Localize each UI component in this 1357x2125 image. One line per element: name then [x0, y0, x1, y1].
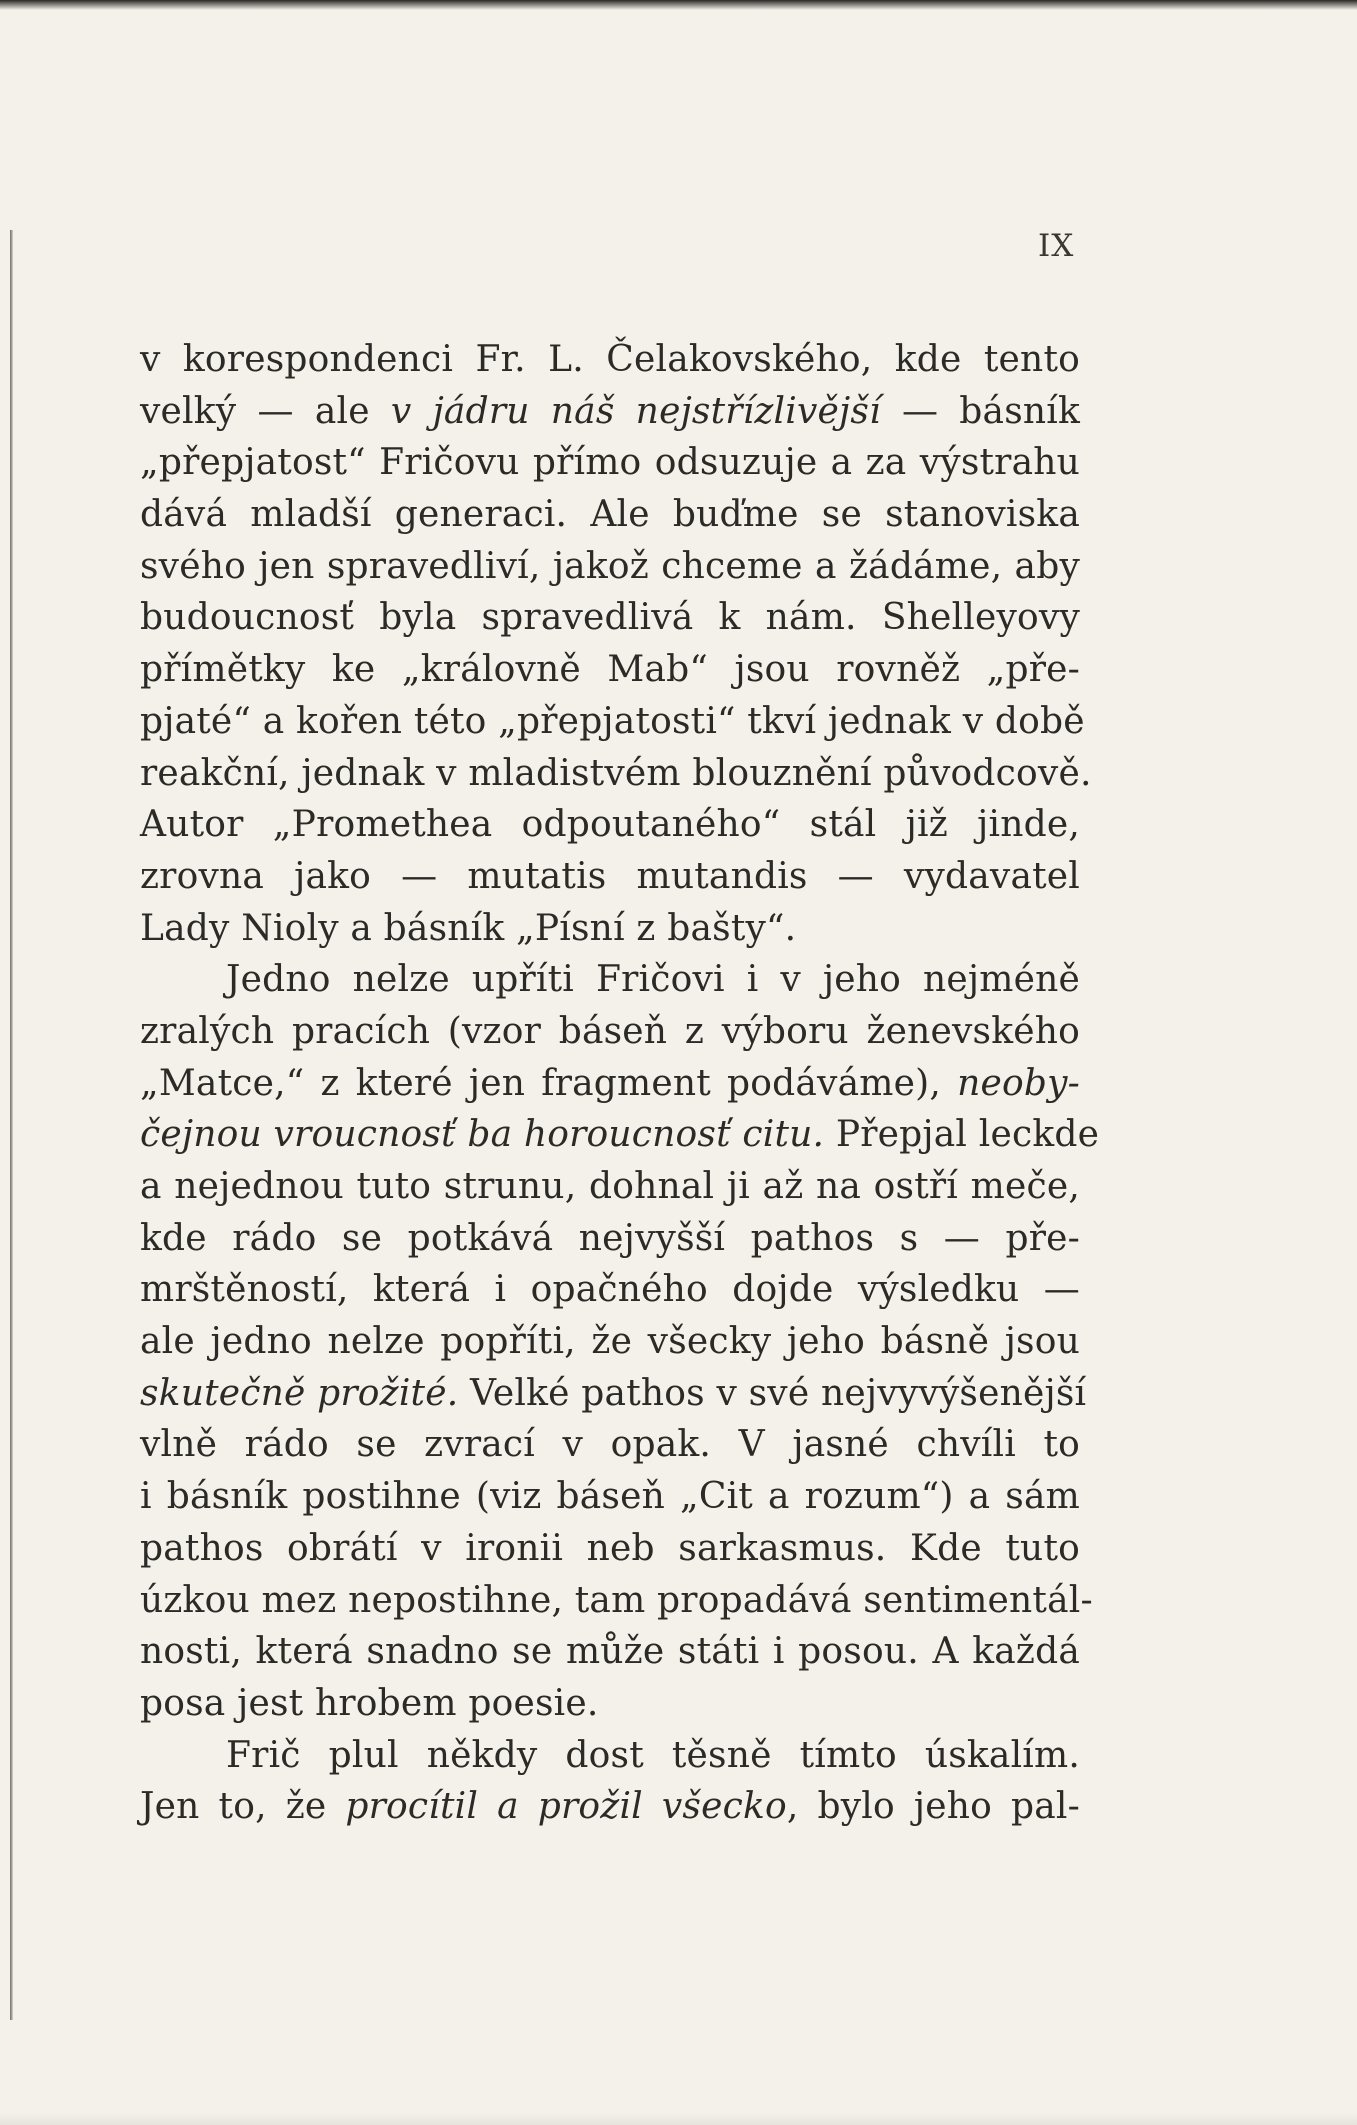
- text-run: velký — ale: [140, 390, 391, 432]
- emphasis-text: neoby-: [957, 1062, 1080, 1104]
- text-line: Frič plul někdy dost těsně tímto úskalím.: [226, 1734, 1080, 1776]
- text-line: [140, 1058, 1080, 1110]
- text-line: „přepjatost“ Fričovu přímo odsuzuje a za výstrahu: [140, 442, 1080, 484]
- text-line: úzkou mez nepostihne, tam propadává sentimentál-: [140, 1579, 1093, 1621]
- page-bottom-edge: [0, 2113, 1357, 2125]
- text-line: přímětky ke „královně Mab“ jsou rovněž „pře-: [140, 649, 1080, 691]
- text-line: kde rádo se potkává nejvyšší pathos s — pře-: [140, 1217, 1080, 1259]
- text-line: budoucnosť byla spravedlivá k nám. Shelleyovy: [140, 597, 1080, 639]
- text-line: v korespondenci Fr. L. Čelakovského, kde tento: [140, 339, 1080, 380]
- emphasis-text: čejnou vroucnosť ba horoucnosť citu.: [140, 1114, 825, 1156]
- text-line: vlně rádo se zvrací v opak. V jasné chvíli to: [140, 1424, 1080, 1466]
- emphasis-text: v jádru náš nejstřízlivější: [390, 390, 881, 432]
- text-run: , bylo jeho pal-: [786, 1786, 1080, 1828]
- text-line: [140, 1781, 1080, 1833]
- page-number: IX: [1038, 228, 1075, 264]
- text-line: reakční, jednak v mladistvém blouznění původcově.: [140, 752, 1092, 794]
- text-line: posa jest hrobem poesie.: [140, 1682, 599, 1724]
- text-run: — básník: [880, 390, 1080, 432]
- text-line: Autor „Promethea odpoutaného“ stál již jinde,: [140, 804, 1080, 846]
- text-run: Jen to, že: [140, 1786, 346, 1828]
- text-line: mrštěností, která i opačného dojde výsledku —: [140, 1269, 1080, 1311]
- text-line: [140, 1109, 1100, 1161]
- text-run: „Matce,“ z které jen fragment podáváme),: [140, 1062, 958, 1104]
- page-gutter-shadow: [10, 230, 13, 2020]
- text-line: i básník postihne (viz báseň „Cit a rozum“) a sám: [140, 1476, 1080, 1518]
- text-line: nosti, která snadno se může státi i posou. A každá: [140, 1631, 1080, 1673]
- text-line: a nejednou tuto strunu, dohnal ji až na ostří meče,: [140, 1166, 1080, 1207]
- text-line: pathos obrátí v ironii neb sarkasmus. Kde tuto: [140, 1527, 1080, 1569]
- text-line: zralých pracích (vzor báseň z výboru ženevského: [140, 1010, 1080, 1052]
- emphasis-text: procítil a prožil všecko: [345, 1786, 787, 1828]
- body-text: [140, 334, 1100, 1833]
- text-line: pjaté“ a kořen této „přepjatosti“ tkví jednak v době: [140, 700, 1085, 742]
- text-line: [140, 386, 1080, 438]
- emphasis-text: skutečně prožité.: [140, 1372, 459, 1414]
- text-line: zrovna jako — mutatis mutandis — vydavatel: [140, 855, 1080, 897]
- text-line: Jedno nelze upříti Fričovi i v jeho nejméně: [226, 959, 1080, 1001]
- text-line: ale jedno nelze popříti, že všecky jeho básně jsou: [140, 1321, 1080, 1363]
- text-run: Velké pathos v své nejvyvýšenější: [458, 1372, 1087, 1414]
- text-run: Přepjal leckde: [824, 1114, 1100, 1156]
- page-top-edge: [0, 0, 1357, 10]
- text-line: [140, 1368, 1087, 1420]
- text-line: Lady Nioly a básník „Písní z bašty“.: [140, 907, 797, 949]
- text-line: dává mladší generaci. Ale buďme se stanoviska: [140, 494, 1080, 536]
- text-line: svého jen spravedliví, jakož chceme a žádáme, aby: [140, 545, 1080, 587]
